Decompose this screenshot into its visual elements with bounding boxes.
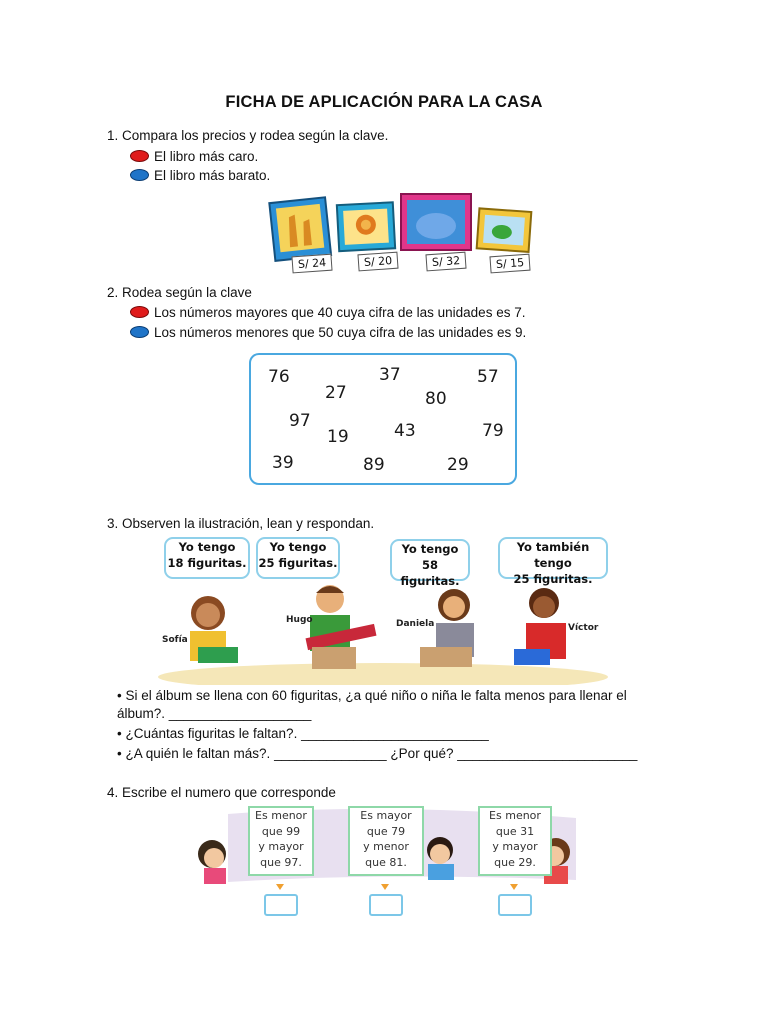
kid-name-label: Sofía	[162, 635, 188, 645]
number-item: 37	[379, 365, 401, 385]
section4-heading: 4. Escribe el numero que corresponde	[107, 785, 336, 800]
down-arrow-icon	[381, 884, 389, 890]
answer-box[interactable]	[498, 894, 532, 916]
number-item: 29	[447, 455, 469, 475]
number-item: 19	[327, 427, 349, 447]
speech-bubble: Yo también tengo 25 figuritas.	[498, 537, 608, 579]
speech-bubble: Yo tengo 25 figuritas.	[256, 537, 340, 579]
clue-card: Es menor que 31 y mayor que 29.	[478, 806, 552, 876]
down-arrow-icon	[510, 884, 518, 890]
price-tag-book1: S/ 24	[291, 254, 332, 274]
speech-bubble: Yo tengo 18 figuritas.	[164, 537, 250, 579]
kids-illustration	[158, 535, 608, 685]
question-3: • ¿A quién le faltan más?. _______________ ¿Por qué? ________________________	[117, 746, 638, 761]
books-illustration	[266, 192, 538, 278]
red-dot-icon	[130, 150, 149, 162]
clue-card: Es menor que 99 y mayor que 97.	[248, 806, 314, 876]
price-tag-book4: S/ 15	[489, 254, 530, 274]
blue-dot-icon	[130, 326, 149, 338]
number-item: 79	[482, 421, 504, 441]
clue-card: Es mayor que 79 y menor que 81.	[348, 806, 424, 876]
page-title: FICHA DE APLICACIÓN PARA LA CASA	[225, 93, 543, 111]
speech-bubble: Yo tengo 58 figuritas.	[390, 539, 470, 581]
kid-name-label: Víctor	[568, 623, 599, 633]
number-item: 27	[325, 383, 347, 403]
question-1: • Si el álbum se llena con 60 figuritas, ¿a qué niño o niña le falta menos para llenar el	[117, 688, 627, 703]
number-item: 39	[272, 453, 294, 473]
kid-name-label: Daniela	[396, 619, 435, 629]
answer-box[interactable]	[369, 894, 403, 916]
section1-key-blue: El libro más barato.	[130, 168, 270, 183]
number-item: 80	[425, 389, 447, 409]
section1-heading: 1. Compara los precios y rodea según la clave.	[107, 128, 389, 143]
number-item: 89	[363, 455, 385, 475]
price-tag-book3: S/ 32	[425, 252, 466, 272]
down-arrow-icon	[276, 884, 284, 890]
section2-key-red: Los números mayores que 40 cuya cifra de las unidades es 7.	[130, 305, 525, 320]
answer-box[interactable]	[264, 894, 298, 916]
numbers-box	[249, 353, 517, 485]
number-item: 76	[268, 367, 290, 387]
number-cards-illustration	[188, 802, 580, 922]
question-1-cont: álbum?. ___________________	[117, 706, 312, 721]
number-item: 57	[477, 367, 499, 387]
question-2: • ¿Cuántas figuritas le faltan?. _________________________	[117, 726, 489, 741]
price-tag-book2: S/ 20	[357, 252, 398, 272]
blue-dot-icon	[130, 169, 149, 181]
section1-key-red: El libro más caro.	[130, 149, 258, 164]
number-item: 43	[394, 421, 416, 441]
red-dot-icon	[130, 306, 149, 318]
kid-name-label: Hugo	[286, 615, 313, 625]
section3-heading: 3. Observen la ilustración, lean y respondan.	[107, 516, 375, 531]
section2-key-blue: Los números menores que 50 cuya cifra de las unidades es 9.	[130, 325, 526, 340]
section2-heading: 2. Rodea según la clave	[107, 285, 252, 300]
number-item: 97	[289, 411, 311, 431]
